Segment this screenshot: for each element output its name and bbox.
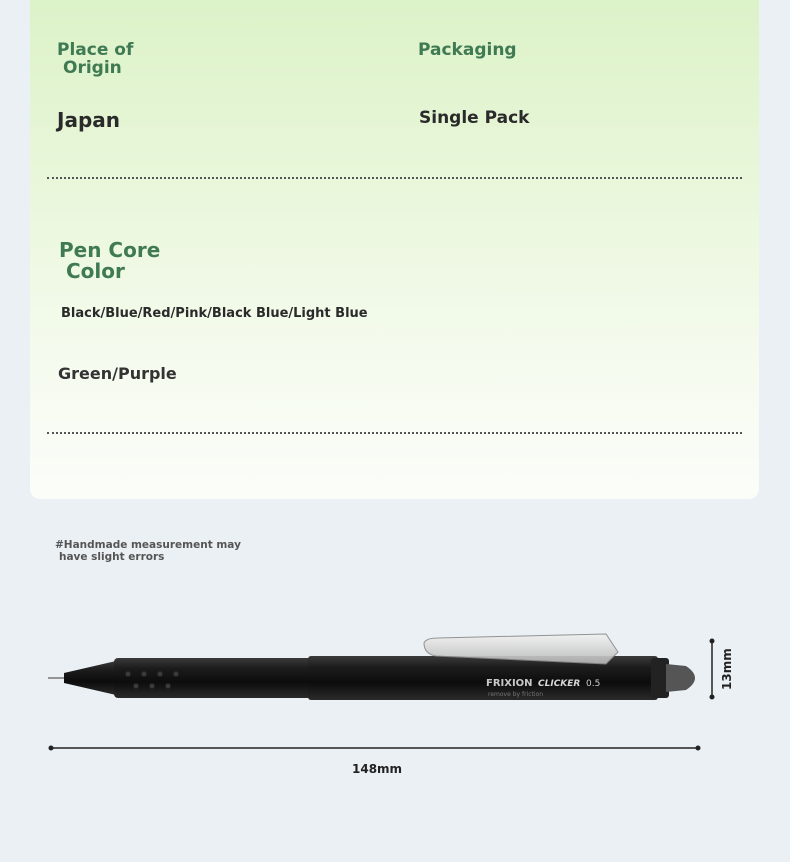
length-dimension-line (46, 742, 706, 754)
pen-size-text: 0.5 (586, 679, 601, 689)
place-of-origin-value: Japan (57, 108, 120, 132)
divider (47, 177, 742, 179)
place-of-origin-label: Place of Origin (57, 40, 134, 78)
pen-brand-text: FRIXION (486, 678, 533, 689)
pen-core-color-value-extra: Green/Purple (58, 364, 177, 383)
packaging-value: Single Pack (419, 108, 530, 128)
diameter-dimension-label: 13mm (720, 648, 734, 690)
divider (47, 432, 742, 434)
pen-model-text: CLICKER (538, 679, 581, 689)
measurement-note: #Handmade measurement may have slight errors (55, 539, 241, 563)
diameter-dimension-line (706, 636, 718, 702)
pen-core-color-label: Pen Core Color (59, 238, 161, 283)
packaging-label: Packaging (418, 40, 517, 60)
pen-tagline-text: remove by friction (488, 691, 543, 698)
length-dimension-label: 148mm (352, 762, 403, 776)
pen-core-color-value: Black/Blue/Red/Pink/Black Blue/Light Blue (61, 306, 368, 321)
pen-illustration (46, 628, 726, 708)
